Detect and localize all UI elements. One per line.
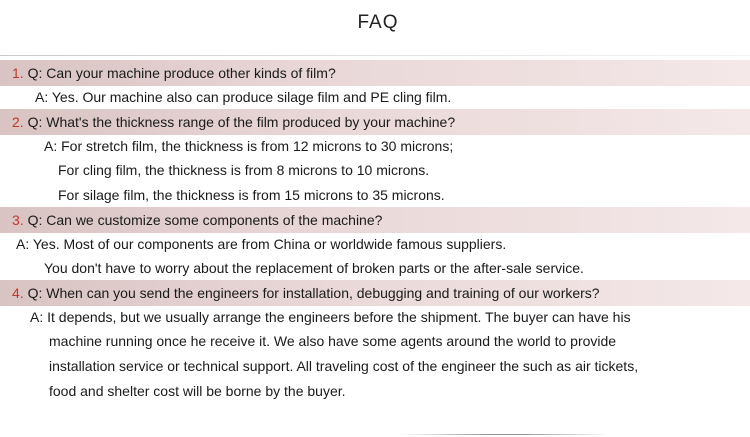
answer-line: A: For stretch film, the thickness is from 12 microns to 30 microns; xyxy=(44,138,454,154)
title-divider xyxy=(0,55,750,56)
answer-line: installation service or technical support. All traveling cost of the engineer the such as air tickets, xyxy=(49,358,639,374)
answer-line: You don't have to worry about the replacement of broken parts or the after-sale service. xyxy=(44,260,584,276)
question-row xyxy=(12,280,600,306)
question-text: Q: When can you send the engineers for installation, debugging and training of our workers? xyxy=(27,285,600,301)
answer-line: A: It depends, but we usually arrange the engineers before the shipment. The buyer can have his xyxy=(30,309,631,325)
bottom-divider xyxy=(400,434,610,435)
answer-line: machine running once he receive it. We also have some agents around the world to provide xyxy=(49,333,617,349)
answer-line: A: Yes. Most of our components are from China or worldwide famous suppliers. xyxy=(16,236,507,252)
answer-line: A: Yes. Our machine also can produce silage film and PE cling film. xyxy=(35,89,452,105)
question-text: Q: What's the thickness range of the film produced by your machine? xyxy=(27,114,456,130)
question-text: Q: Can we customize some components of the machine? xyxy=(27,212,383,228)
question-row xyxy=(12,207,382,233)
answer-line: food and shelter cost will be borne by the buyer. xyxy=(49,383,346,399)
question-number: 1. xyxy=(12,65,24,81)
question-number: 4. xyxy=(12,285,24,301)
question-text: Q: Can your machine produce other kinds of film? xyxy=(27,65,336,81)
question-row xyxy=(12,109,455,135)
page-title: FAQ xyxy=(357,12,399,33)
question-row xyxy=(12,60,336,86)
question-number: 3. xyxy=(12,212,24,228)
answer-line: For cling film, the thickness is from 8 microns to 10 microns. xyxy=(58,162,430,178)
answer-line: For silage film, the thickness is from 15 microns to 35 microns. xyxy=(58,187,445,203)
question-number: 2. xyxy=(12,114,24,130)
